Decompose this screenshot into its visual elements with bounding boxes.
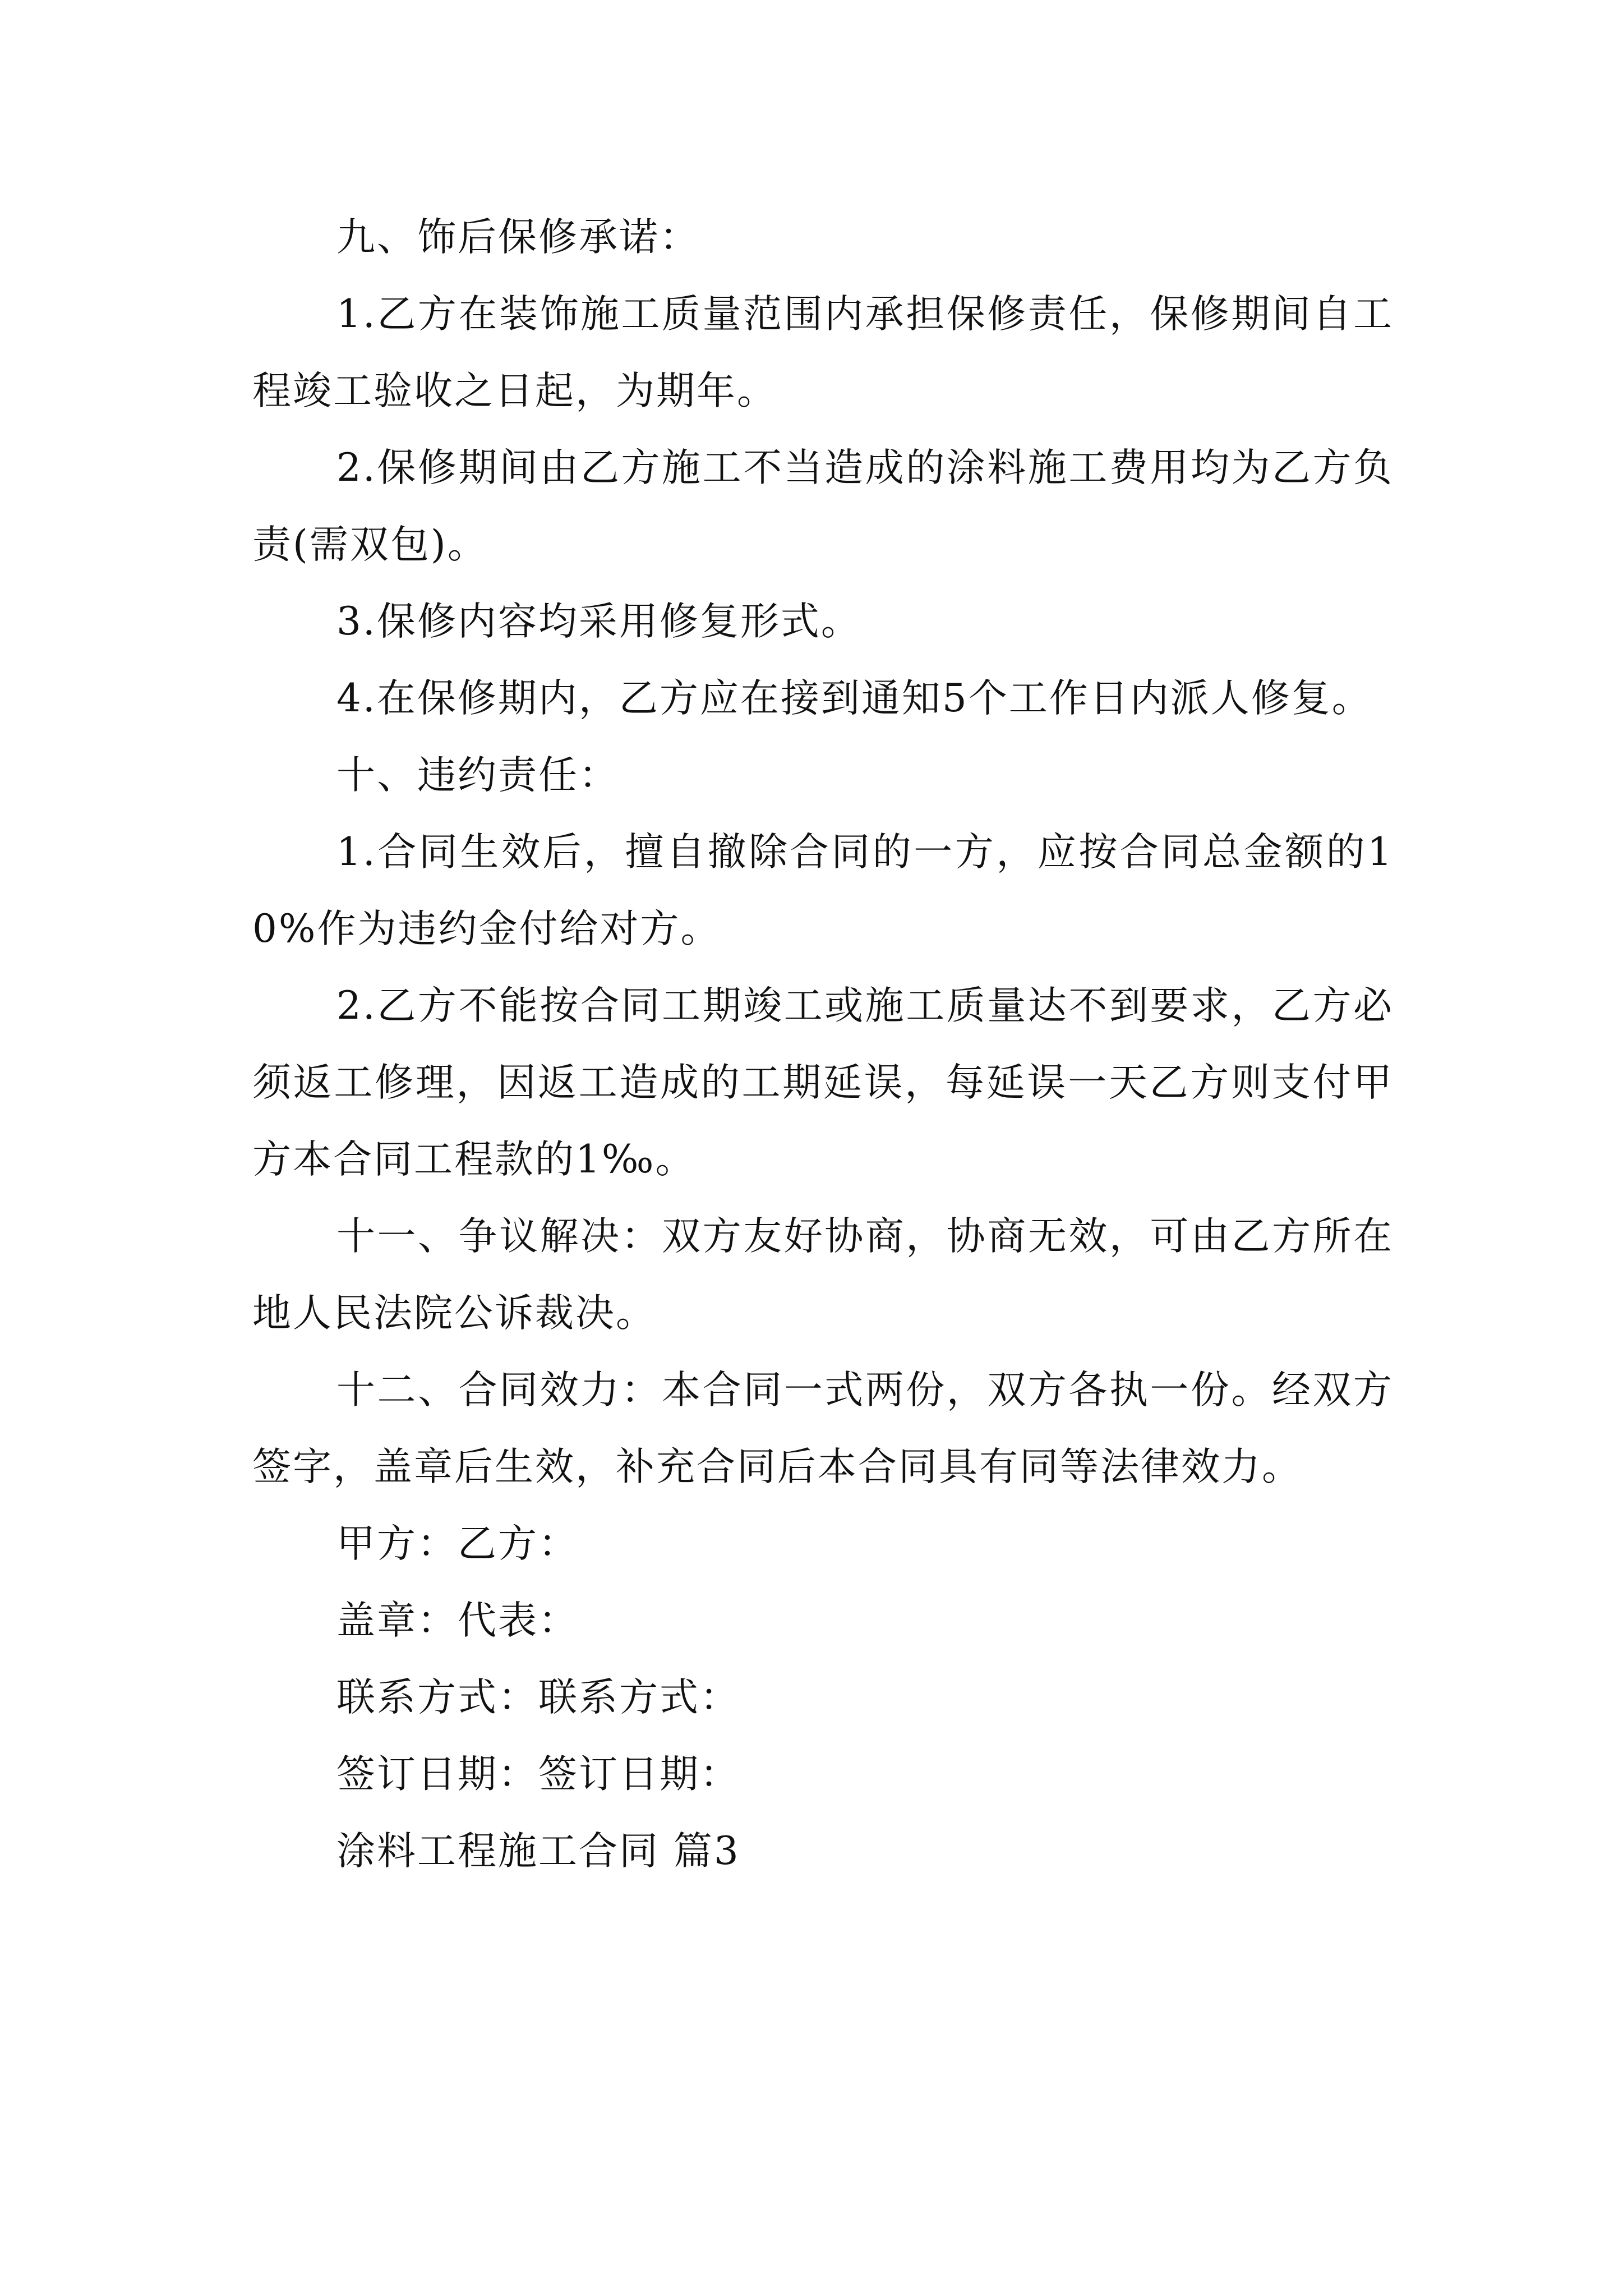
signature-date: 签订日期：签订日期： <box>336 1752 740 1797</box>
signature-seal: 盖章：代表： <box>336 1598 579 1643</box>
warranty-clause-4: 4.在保修期内，乙方应在接到通知5个工作日内派人修复。 <box>336 676 1372 721</box>
document-body <box>252 199 1394 1890</box>
breach-clause-1: 1.合同生效后，擅自撤除合同的一方，应按合同总金额的10%作为违约金付给对方。 <box>252 830 1394 951</box>
warranty-clause-3: 3.保修内容均采用修复形式。 <box>336 599 861 644</box>
next-contract-title: 涂料工程施工合同 篇3 <box>336 1829 740 1874</box>
section-heading-warranty: 九、饰后保修承诺： <box>336 215 700 260</box>
section-contract-validity: 十二、合同效力：本合同一式两份，双方各执一份。经双方签字，盖章后生效，补充合同后本合同具有同等法律效力。 <box>252 1368 1394 1489</box>
section-dispute-resolution: 十一、争议解决：双方友好协商，协商无效，可由乙方所在地人民法院公诉裁决。 <box>252 1214 1394 1336</box>
breach-clause-2: 2.乙方不能按合同工期竣工或施工质量达不到要求，乙方必须返工修理，因返工造成的工期延误，每延误一天乙方则支付甲方本合同工程款的1‰。 <box>252 983 1394 1182</box>
signature-contact: 联系方式：联系方式： <box>336 1675 740 1720</box>
section-heading-breach: 十、违约责任： <box>336 753 619 798</box>
warranty-clause-2: 2.保修期间由乙方施工不当造成的涂料施工费用均为乙方负责(需双包)。 <box>252 445 1394 567</box>
signature-parties: 甲方：乙方： <box>336 1521 579 1566</box>
warranty-clause-1: 1.乙方在装饰施工质量范围内承担保修责任，保修期间自工程竣工验收之日起，为期年。 <box>252 292 1394 413</box>
